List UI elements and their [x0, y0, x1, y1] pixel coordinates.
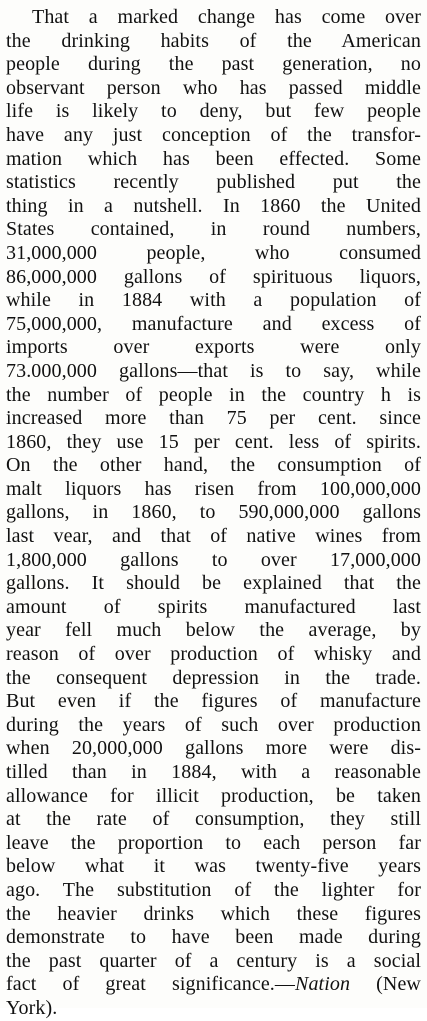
article-line: the drinking habits of the American	[6, 29, 421, 52]
article-line: 75,000,000, manufacture and excess of	[6, 312, 421, 335]
article-final-line: York).	[6, 996, 58, 1019]
article-line: have any just conception of the transfor-	[6, 123, 421, 146]
article-line: below what it was twenty-five years	[6, 855, 421, 878]
article-line: That a marked change has come over	[32, 6, 421, 28]
article-line: allowance for illicit production, be taken	[6, 784, 421, 807]
article-line: year fell much below the average, by	[6, 619, 421, 642]
article-line: demonstrate to have been made during	[6, 926, 421, 949]
article-line: 73.000,000 gallons—that is to say, while	[6, 359, 421, 382]
article-line: imports over exports were only	[6, 336, 421, 359]
article-line: amount of spirits manufactured last	[6, 595, 421, 618]
article-line: at the rate of consumption, they still	[6, 808, 421, 831]
article-line: leave the proportion to each person far	[6, 831, 421, 854]
article-line: last vear, and that of native wines from	[6, 525, 421, 548]
article-line: the consequent depression in the trade.	[6, 666, 421, 689]
article-line: statistics recently published put the	[6, 171, 421, 194]
article-line: States contained, in round numbers,	[6, 218, 421, 241]
article-line: 1860, they use 15 per cent. less of spirits.	[6, 430, 421, 453]
article-line: But even if the figures of manufacture	[6, 690, 421, 713]
article-line: 1,800,000 gallons to over 17,000,000	[6, 548, 421, 571]
article-line: during the years of such over production	[6, 713, 421, 736]
article-line: life is likely to deny, but few people	[6, 100, 421, 123]
article-line: gallons, in 1860, to 590,000,000 gallons	[6, 501, 421, 524]
article-paragraph	[6, 6, 421, 1021]
article-line: On the other hand, the consumption of	[6, 454, 421, 477]
article-line: the number of people in the country h is	[6, 383, 421, 406]
article-line: malt liquors has risen from 100,000,000	[6, 477, 421, 500]
source-publication-name: Nation	[295, 973, 351, 996]
article-line: people during the past generation, no	[6, 53, 421, 76]
article-line: when 20,000,000 gallons more were dis-	[6, 737, 421, 760]
article-line: 86,000,000 gallons of spirituous liquors,	[6, 265, 421, 288]
article-line: the past quarter of a century is a social	[6, 949, 421, 972]
article-line: tilled than in 1884, with a reasonable	[6, 761, 421, 783]
article-line: the heavier drinks which these figures	[6, 902, 421, 925]
article-line: while in 1884 with a population of	[6, 289, 421, 312]
article-line: increased more than 75 per cent. since	[6, 407, 421, 430]
article-line: mation which has been effected. Some	[6, 147, 421, 170]
article-line: observant person who has passed middle	[6, 76, 421, 99]
article-line: gallons. It should be explained that the	[6, 572, 421, 595]
article-line: ago. The substitution of the lighter for	[6, 878, 421, 901]
article-line-start: fact of great significance.—	[6, 973, 295, 996]
article-line: thing in a nutshell. In 1860 the United	[6, 194, 421, 217]
article-line: reason of over production of whisky and	[6, 643, 421, 666]
source-parenthetical-start: (New	[350, 973, 421, 996]
article-line: 31,000,000 people, who consumed	[6, 241, 421, 264]
article-line-with-source	[6, 973, 421, 997]
